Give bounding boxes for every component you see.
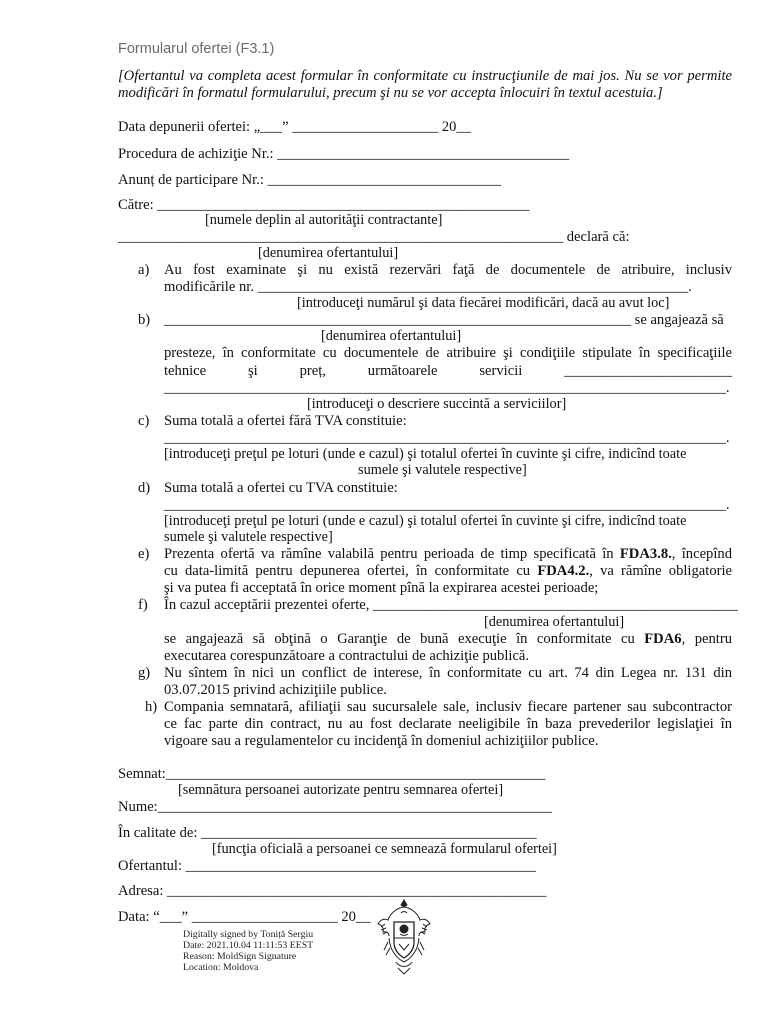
item-g-marker: g): [138, 665, 151, 681]
item-e-ref-fda42: FDA4.2.: [537, 563, 590, 579]
address-field[interactable]: Adresa: ____________________________________________________: [118, 883, 547, 899]
bidder-declares-field[interactable]: _____________________________________________________________ declară că:: [118, 229, 630, 245]
digital-signature-location: Location: Moldova: [183, 962, 259, 973]
procedure-number-field[interactable]: Procedura de achiziţie Nr.: ________________________________________: [118, 146, 570, 162]
item-e-line2-tail: , va rămîne obligatorie: [589, 563, 733, 579]
item-b-word: servicii: [479, 363, 523, 379]
item-a-marker: a): [138, 262, 150, 278]
item-b-description-field[interactable]: _____________________________________________________________________________.: [164, 380, 730, 396]
item-d-caption-line2: sumele şi valutele respective]: [164, 529, 333, 545]
item-c-caption-line1: [introduceţi preţul pe loturi (unde e cazul) şi totalul ofertei în cuvinte şi cifre, indicînd toate: [164, 446, 687, 462]
item-h-line2: ce fac parte din contract, nu au fost declarate neeligibile în baza prevederilor legislaţiei în: [164, 716, 732, 732]
item-b-line2: presteze, în conformitate cu documentele de atribuire şi condiţiile stipulate în specificaţiile: [164, 345, 732, 361]
item-h-marker: h): [145, 699, 158, 715]
digital-signature-reason: Reason: MoldSign Signature: [183, 951, 297, 962]
item-f-line2-tail: , pentru: [681, 631, 732, 647]
moldova-coat-of-arms-icon: [376, 898, 432, 976]
item-c-amount-field[interactable]: _____________________________________________________________________________.: [164, 430, 730, 446]
item-g-line2: 03.07.2015 privind achiziţiile publice.: [164, 682, 387, 698]
item-f-line2: [164, 631, 732, 648]
item-e-line1: [164, 546, 732, 563]
signed-field[interactable]: Semnat:____________________________________________________: [118, 766, 546, 782]
digital-signature-signer: Digitally signed by Toniță Sergiu: [183, 929, 314, 940]
bidder-caption: [denumirea ofertantului]: [258, 245, 399, 261]
item-c-line1: Suma totală a ofertei fără TVA constituie:: [164, 413, 407, 429]
item-b-services-field[interactable]: _______________________: [564, 363, 732, 379]
item-d-amount-field[interactable]: _____________________________________________________________________________.: [164, 497, 730, 513]
item-a-line1: Au fost examinate şi nu există rezervări faţă de documentele de atribuire, inclusiv: [164, 262, 732, 278]
item-b-word: următoarele: [367, 363, 438, 379]
digital-signature-date: Date: 2021.10.04 11:11:53 EEST: [183, 940, 314, 951]
item-c-marker: c): [138, 413, 150, 429]
signed-caption: [semnătura persoanei autorizate pentru semnarea ofertei]: [178, 782, 504, 798]
item-b-word: şi: [248, 363, 258, 379]
item-f-marker: f): [138, 597, 148, 613]
item-b-bidder-field[interactable]: ________________________________________________________________ se angajează să: [164, 312, 724, 328]
item-b-marker: b): [138, 312, 151, 328]
item-h-line1: Compania semnatară, afiliaţii sau sucursalele sale, inclusiv fiecare partener sau subcontractor: [164, 699, 732, 715]
digital-signature-stamp: [183, 929, 313, 973]
item-g-line1: Nu sîntem în nici un conflict de interese, în conformitate cu art. 74 din Legea nr. 131 din: [164, 665, 732, 681]
item-e-line3: şi va putea fi acceptată în orice moment pînă la expirarea acestei perioade;: [164, 580, 599, 596]
item-e-line2: [164, 563, 732, 580]
date-field[interactable]: Data: “___” ____________________ 20__: [118, 909, 371, 925]
recipient-field[interactable]: Către: ___________________________________________________: [118, 197, 530, 213]
item-d-caption-line1: [introduceţi preţul pe loturi (unde e cazul) şi totalul ofertei în cuvinte şi cifre, indicînd toate: [164, 513, 687, 529]
item-a-modifications-field[interactable]: modificările nr. ___________________________________________________________.: [164, 279, 692, 295]
item-f-bidder-field[interactable]: În cazul acceptării prezentei oferte, __________________________________________________: [164, 597, 738, 613]
submission-date-field[interactable]: Data depunerii ofertei: „___” ____________________ 20__: [118, 119, 472, 135]
item-b-caption2: [introduceţi o descriere succintă a serviciilor]: [307, 396, 567, 412]
item-h-line3: vigoare sau a regulamentelor cu incidenţă în domeniul achiziţiilor publice.: [164, 733, 599, 749]
item-e-ref-fda38: FDA3.8.: [619, 546, 672, 562]
capacity-field[interactable]: În calitate de: ______________________________________________: [118, 825, 537, 841]
item-d-marker: d): [138, 480, 151, 496]
announcement-number-field[interactable]: Anunț de participare Nr.: ________________________________: [118, 172, 502, 188]
item-e-marker: e): [138, 546, 150, 562]
item-f-line2-text: se angajează să obţină o Garanţie de bună execuţie în conformitate cu: [164, 631, 645, 647]
name-field[interactable]: Nume:______________________________________________________: [118, 799, 552, 815]
capacity-caption: [funcţia oficială a persoanei ce semnează formularul ofertei]: [212, 841, 557, 857]
item-b-word: tehnice: [164, 363, 207, 379]
item-e-line1-tail: , începînd: [671, 546, 732, 562]
recipient-caption: [numele deplin al autorităţii contractante]: [205, 212, 443, 228]
item-b-line3: [164, 363, 732, 380]
instructions-text: [Ofertantul va completa acest formular în conformitate cu instrucţiunile de mai jos. Nu se vor permite modificări în formatul formularului, precum şi nu se vor accepta înlocuiri în textul acestuia.]: [118, 68, 732, 101]
item-b-word: preț,: [299, 363, 326, 379]
item-f-caption: [denumirea ofertantului]: [484, 614, 625, 630]
form-header: Formularul ofertei (F3.1): [118, 41, 275, 57]
item-d-line1: Suma totală a ofertei cu TVA constituie:: [164, 480, 398, 496]
item-f-line3: executarea corespunzătoare a contractului de achiziţie publică.: [164, 648, 530, 664]
item-e-line1-text: Prezenta ofertă va rămîne valabilă pentru perioada de timp specificată în: [164, 546, 620, 562]
item-c-caption-line2: sumele şi valutele respective]: [358, 462, 527, 478]
bidder-field[interactable]: Ofertantul: ________________________________________________: [118, 858, 536, 874]
item-b-caption1: [denumirea ofertantului]: [321, 328, 462, 344]
item-a-caption: [introduceţi numărul şi data fiecărei modificări, dacă au avut loc]: [297, 295, 670, 311]
item-e-line2-text: cu data-limită pentru depunerea ofertei, în conformitate cu: [164, 563, 538, 579]
item-f-ref-fda6: FDA6: [644, 631, 682, 647]
